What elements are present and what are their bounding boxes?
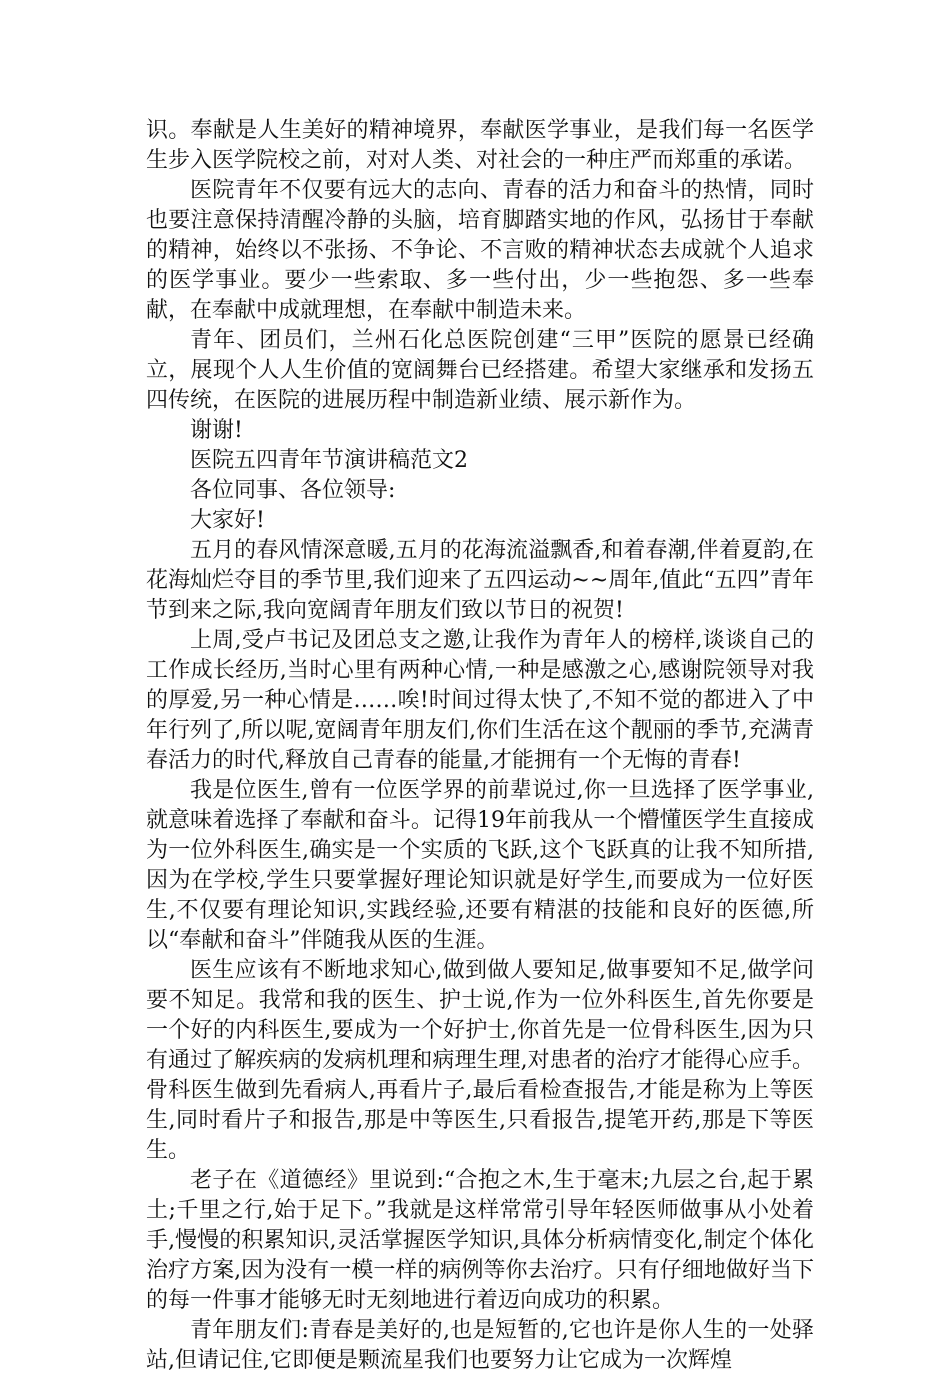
- paragraph-8: 五月的春风情深意暖,五月的花海流溢飘香,和着春潮,伴着夏韵,在花海灿烂夺目的季节里,我们迎来了五四运动~~周年,值此“五四”青年节到来之际,我向宽阔青年朋友们致以节日的祝贺!: [146, 538, 814, 623]
- paragraph-9: 上周,受卢书记及团总支之邀,让我作为青年人的榜样,谈谈自己的工作成长经历,当时心里有两种心情,一种是感激之心,感谢院领导对我的厚爱,另一种心情是……唉!时间过得太快了,不知不觉的都进入了中年行列了,所以呢,宽阔青年朋友们,你们生活在这个靓丽的季节,充满青春活力的时代,释放自己青春的能量,才能拥有一个无悔的青春!: [146, 628, 814, 773]
- paragraph-3: 青年、团员们，兰州石化总医院创建“三甲”医院的愿景已经确立，展现个人人生价值的宽阔舞台已经搭建。希望大家继承和发扬五四传统，在医院的进展历程中制造新业绩、展示新作为。: [146, 328, 814, 413]
- paragraph-12: 老子在《道德经》里说到:“合抱之木,生于毫末;九层之台,起于累土;千里之行,始于足下。”我就是这样常常引导年轻医师做事从小处着手,慢慢的积累知识,灵活掌握医学知识,具体分析病情变化,制定个体化治疗方案,因为没有一模一样的病例等你去治疗。只有仔细地做好当下的每一件事才能够无时无刻地进行着迈向成功的积累。: [146, 1168, 814, 1313]
- document-body: [146, 116, 814, 1376]
- paragraph-2: 医院青年不仅要有远大的志向、青春的活力和奋斗的热情，同时也要注意保持清醒冷静的头脑，培育脚踏实地的作风，弘扬甘于奉献的精神，始终以不张扬、不争论、不言败的精神状态去成就个人追求的医学事业。要少一些索取、多一些付出，少一些抱怨、多一些奉献，在奉献中成就理想，在奉献中制造未来。: [146, 178, 814, 323]
- paragraph-10: 我是位医生,曾有一位医学界的前辈说过,你一旦选择了医学事业,就意味着选择了奉献和奋斗。记得19年前我从一个懵懂医学生直接成为一位外科医生,确实是一个实质的飞跃,这个飞跃真的让我不知所措,因为在学校,学生只要掌握好理论知识就是好学生,而要成为一位好医生,不仅要有理论知识,实践经验,还要有精湛的技能和良好的医德,所以“奉献和奋斗”伴随我从医的生涯。: [146, 778, 814, 953]
- paragraph-thanks: 谢谢!: [190, 418, 243, 443]
- paragraph-11: 医生应该有不断地求知心,做到做人要知足,做事要知不足,做学问要不知足。我常和我的医生、护士说,作为一位外科医生,首先你要是一个好的内科医生,要成为一个好护士,你首先是一位骨科医生,因为只有通过了解疾病的发病机理和病理生理,对患者的治疗才能得心应手。骨科医生做到先看病人,再看片子,最后看检查报告,才能是称为上等医生,同时看片子和报告,那是中等医生,只看报告,提笔开药,那是下等医生。: [146, 958, 814, 1163]
- greeting: 大家好!: [190, 508, 265, 533]
- paragraph-1: 识。奉献是人生美好的精神境界，奉献医学事业，是我们每一名医学生步入医学院校之前，对对人类、对社会的一种庄严而郑重的承诺。: [146, 118, 814, 173]
- paragraph-13: 青年朋友们:青春是美好的,也是短暂的,它也许是你人生的一处驿站,但请记住,它即便是颗流星我们也要努力让它成为一次辉煌: [146, 1318, 814, 1373]
- salutation: 各位同事、各位领导:: [190, 478, 396, 503]
- section-title: 医院五四青年节演讲稿范文2: [190, 448, 468, 473]
